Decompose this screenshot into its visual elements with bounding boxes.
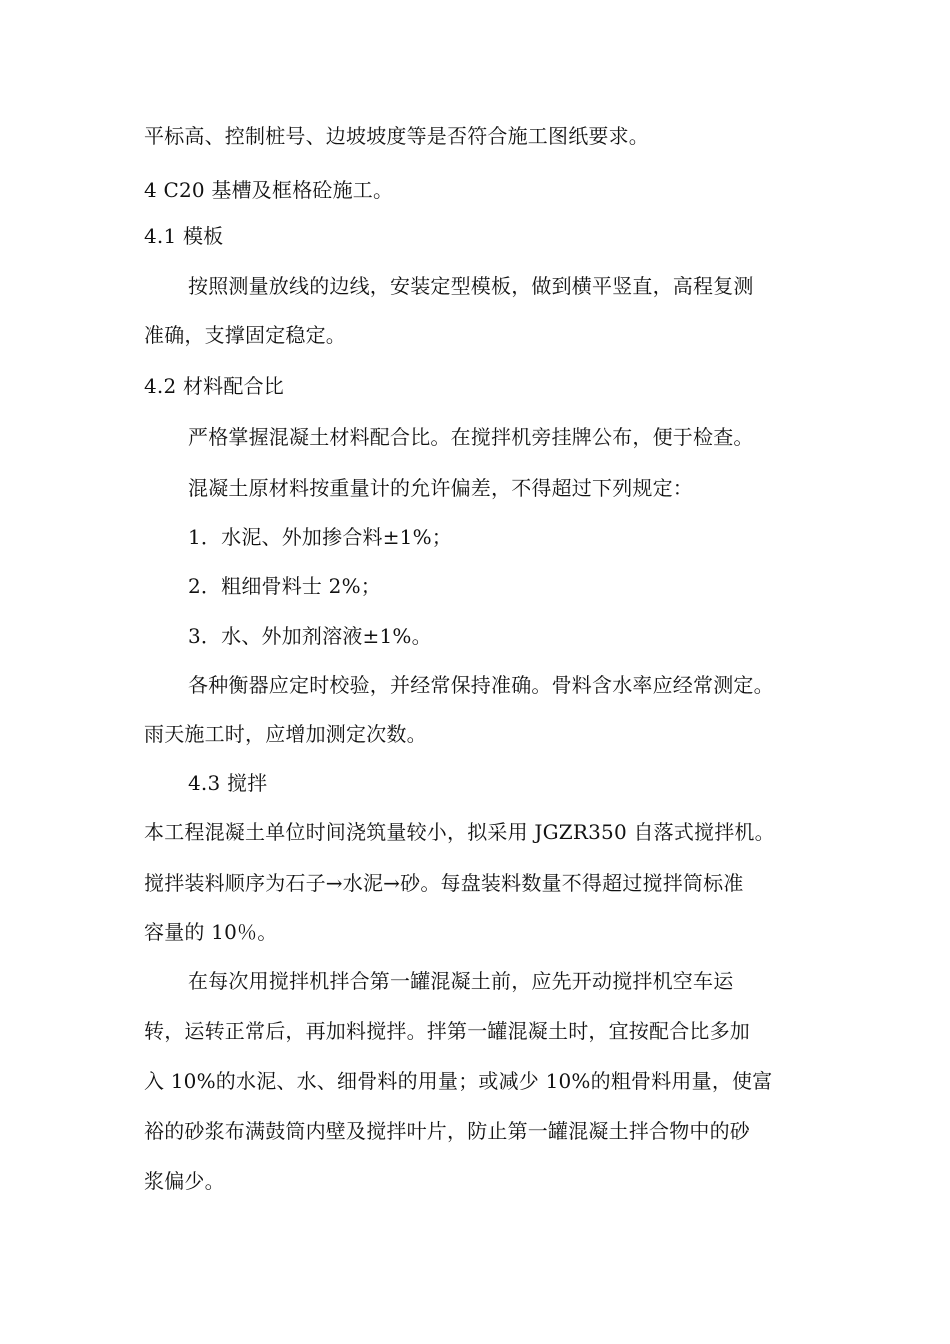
text-line: 容量的 10％。 [144, 920, 278, 944]
text-line: 在每次用搅拌机拌合第一罐混凝土前，应先开动搅拌机空车运 [188, 969, 734, 993]
text-line: 裕的砂浆布满鼓筒内壁及搅拌叶片，防止第一罐混凝土拌合物中的砂 [144, 1119, 750, 1143]
text-line: 雨天施工时，应增加测定次数。 [144, 722, 427, 746]
text-line: 转，运转正常后，再加料搅拌。拌第一罐混凝土时，宜按配合比多加 [144, 1019, 750, 1043]
text-line: 平标高、控制桩号、边坡坡度等是否符合施工图纸要求。 [144, 124, 649, 148]
list-item: 3．水、外加剂溶液±1%。 [188, 624, 432, 648]
subsection-heading: 4.2 材料配合比 [144, 374, 284, 398]
text-line: 严格掌握混凝土材料配合比。在搅拌机旁挂牌公布，便于检查。 [188, 425, 754, 449]
text-line: 各种衡器应定时校验，并经常保持准确。骨料含水率应经常测定。 [188, 673, 774, 697]
text-line: 浆偏少。 [144, 1169, 225, 1193]
text-line: 准确，支撑固定稳定。 [144, 323, 346, 347]
subsection-heading: 4.1 模板 [144, 224, 224, 248]
subsection-heading: 4.3 搅拌 [188, 771, 268, 795]
text-line: 入 10%的水泥、水、细骨料的用量；或减少 10%的粗骨料用量，使富 [144, 1069, 773, 1093]
list-item: 1．水泥、外加掺合料±1%； [188, 525, 453, 549]
list-item: 2．粗细骨料士 2%； [188, 574, 382, 598]
text-line: 搅拌装料顺序为石子→水泥→砂。每盘装料数量不得超过搅拌筒标准 [144, 871, 744, 895]
text-line: 本工程混凝土单位时间浇筑量较小，拟采用 JGZR350 自落式搅拌机。 [144, 820, 775, 844]
section-heading: 4 C20 基槽及框格砼施工。 [144, 178, 394, 202]
text-line: 按照测量放线的边线，安装定型模板，做到横平竖直，高程复测 [188, 274, 754, 298]
text-line: 混凝土原材料按重量计的允许偏差，不得超过下列规定： [188, 476, 693, 500]
